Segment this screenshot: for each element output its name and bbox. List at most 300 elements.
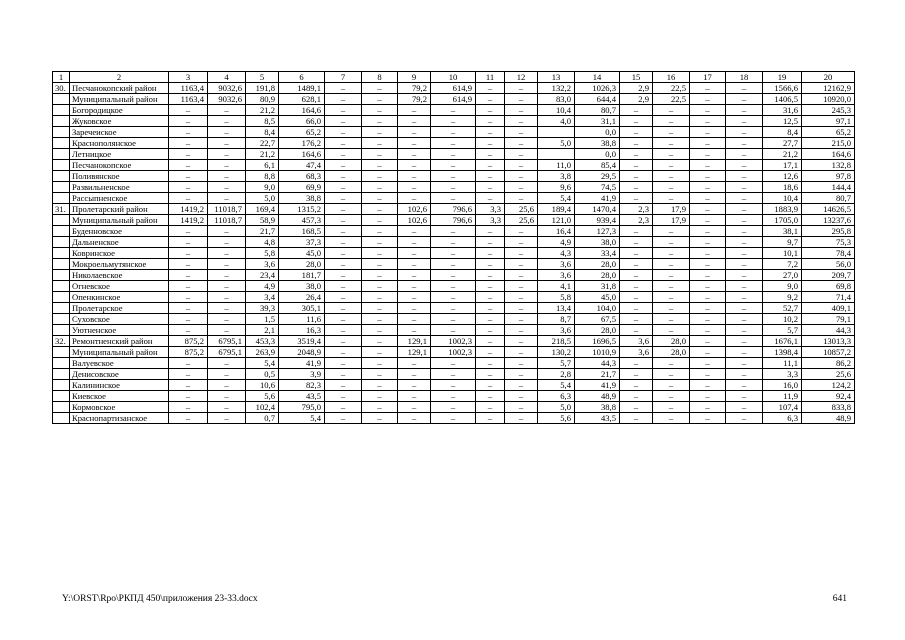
table-cell: – (431, 303, 476, 314)
row-number (53, 237, 70, 248)
table-cell: 37,3 (279, 237, 325, 248)
table-cell: 0,7 (246, 413, 279, 424)
row-name: Муниципальный район (70, 347, 169, 358)
table-cell: – (726, 281, 763, 292)
table-cell: 215,0 (802, 138, 855, 149)
table-cell: – (620, 402, 653, 413)
table-cell: 5,8 (246, 248, 279, 259)
table-cell: 1163,4 (169, 83, 208, 94)
table-cell: 5,4 (279, 413, 325, 424)
table-cell: – (325, 248, 362, 259)
table-cell: – (208, 116, 246, 127)
table-cell: – (726, 83, 763, 94)
table-cell: – (169, 402, 208, 413)
table-cell: 45,0 (575, 292, 620, 303)
table-cell: – (726, 215, 763, 226)
row-name: Муниципальный район (70, 215, 169, 226)
table-cell: – (362, 127, 398, 138)
table-cell: – (690, 204, 726, 215)
table-cell: 10,2 (763, 314, 802, 325)
table-cell: – (726, 138, 763, 149)
row-name: Киевское (70, 391, 169, 402)
table-cell: – (726, 347, 763, 358)
table-cell: 263,9 (246, 347, 279, 358)
table-cell: 6,3 (538, 391, 575, 402)
table-cell: 169,4 (246, 204, 279, 215)
table-cell: – (398, 226, 431, 237)
table-row (53, 204, 855, 215)
table-cell: – (505, 325, 538, 336)
table-cell: – (325, 314, 362, 325)
table-cell: – (505, 314, 538, 325)
table-cell: 28,0 (653, 336, 690, 347)
table-cell: – (325, 149, 362, 160)
table-cell: 22,5 (653, 83, 690, 94)
table-cell: – (476, 369, 505, 380)
row-name: Ковринское (70, 248, 169, 259)
table-cell: – (398, 303, 431, 314)
table-cell: – (431, 391, 476, 402)
table-cell: – (431, 270, 476, 281)
table-cell: – (690, 149, 726, 160)
row-number (53, 314, 70, 325)
row-number (53, 391, 70, 402)
row-name: Мокроельмутянское (70, 259, 169, 270)
table-cell: 614,9 (431, 83, 476, 94)
table-cell: 11,0 (538, 160, 575, 171)
table-cell: – (726, 127, 763, 138)
table-cell: – (476, 292, 505, 303)
table-cell: 10,4 (538, 105, 575, 116)
table-cell: – (726, 336, 763, 347)
table-cell: 8,4 (763, 127, 802, 138)
table-cell: – (362, 391, 398, 402)
table-cell: – (726, 182, 763, 193)
row-number: 32. (53, 336, 70, 347)
table-cell (538, 149, 575, 160)
table-cell: – (726, 94, 763, 105)
table-cell: 10,4 (763, 193, 802, 204)
table-cell: – (690, 127, 726, 138)
table-row (53, 215, 855, 226)
table-cell: 104,0 (575, 303, 620, 314)
table-cell: 38,0 (575, 237, 620, 248)
table-cell: – (398, 292, 431, 303)
table-cell: – (653, 314, 690, 325)
table-cell: 82,3 (279, 380, 325, 391)
table-cell: – (653, 127, 690, 138)
header-cell: 7 (325, 72, 362, 83)
table-cell: – (169, 358, 208, 369)
table-cell: 41,9 (279, 358, 325, 369)
table-cell: – (208, 248, 246, 259)
row-number (53, 182, 70, 193)
row-name: Николаевское (70, 270, 169, 281)
table-cell: 13013,3 (802, 336, 855, 347)
table-cell: – (476, 193, 505, 204)
table-cell: 28,0 (575, 325, 620, 336)
table-cell: – (653, 281, 690, 292)
table-cell: – (726, 270, 763, 281)
table-cell: – (169, 127, 208, 138)
table-cell: 28,0 (279, 259, 325, 270)
table-cell: – (476, 314, 505, 325)
table-cell: – (431, 171, 476, 182)
table-cell: 21,7 (575, 369, 620, 380)
table-cell: – (362, 402, 398, 413)
table-cell: 66,0 (279, 116, 325, 127)
table-cell: 25,6 (802, 369, 855, 380)
table-cell: 5,4 (246, 358, 279, 369)
table-cell: 31,1 (575, 116, 620, 127)
table-cell: 16,3 (279, 325, 325, 336)
table-cell: 11,9 (763, 391, 802, 402)
table-cell: – (653, 292, 690, 303)
table-cell: 132,2 (538, 83, 575, 94)
table-cell: 38,8 (575, 402, 620, 413)
table-cell: – (726, 237, 763, 248)
table-cell: – (476, 138, 505, 149)
row-number (53, 270, 70, 281)
row-name: Буденновское (70, 226, 169, 237)
header-cell: 8 (362, 72, 398, 83)
table-cell: 102,4 (246, 402, 279, 413)
table-cell: 8,7 (538, 314, 575, 325)
footer-file-path: Y:\ORST\Rpo\РКПД 450\приложения 23-33.docx (62, 594, 258, 604)
table-cell: 43,5 (575, 413, 620, 424)
row-name: Дальненское (70, 237, 169, 248)
table-cell: – (208, 193, 246, 204)
table-cell: – (325, 182, 362, 193)
table-cell: – (325, 270, 362, 281)
table-cell: – (169, 237, 208, 248)
table-cell: – (653, 138, 690, 149)
table-cell: – (505, 138, 538, 149)
table-cell: 27,0 (763, 270, 802, 281)
table-cell: – (476, 127, 505, 138)
table-cell: 44,3 (802, 325, 855, 336)
table-cell: – (362, 281, 398, 292)
table-cell: – (431, 138, 476, 149)
row-number (53, 369, 70, 380)
table-cell: – (620, 358, 653, 369)
table-cell: – (726, 325, 763, 336)
table-cell: – (362, 215, 398, 226)
row-name: Развильненское (70, 182, 169, 193)
table-cell: – (690, 193, 726, 204)
table-cell: – (362, 270, 398, 281)
table-cell: 18,6 (763, 182, 802, 193)
table-cell: – (325, 105, 362, 116)
table-cell: – (653, 270, 690, 281)
row-number: 30. (53, 83, 70, 94)
table-row (53, 149, 855, 160)
table-cell: – (620, 138, 653, 149)
table-cell: 144,4 (802, 182, 855, 193)
table-cell: 3,6 (620, 347, 653, 358)
table-row (53, 303, 855, 314)
table-cell: – (169, 226, 208, 237)
table-cell: 5,7 (763, 325, 802, 336)
header-cell: 14 (575, 72, 620, 83)
table-row (53, 380, 855, 391)
row-number (53, 248, 70, 259)
table-cell: 4,1 (538, 281, 575, 292)
table-cell: – (325, 226, 362, 237)
row-name: Опенкинское (70, 292, 169, 303)
table-cell: – (362, 248, 398, 259)
table-cell: – (208, 303, 246, 314)
table-cell: – (431, 281, 476, 292)
table-cell: 164,6 (279, 105, 325, 116)
table-cell: 191,8 (246, 83, 279, 94)
table-cell: – (690, 314, 726, 325)
row-name: Валуевское (70, 358, 169, 369)
table-cell: – (726, 380, 763, 391)
table-cell: – (362, 358, 398, 369)
table-cell: 3,3 (763, 369, 802, 380)
table-cell: 453,3 (246, 336, 279, 347)
data-table (52, 71, 855, 424)
table-row (53, 105, 855, 116)
table-cell: 11018,7 (208, 204, 246, 215)
table-cell: – (505, 358, 538, 369)
table-cell: – (653, 237, 690, 248)
header-cell: 5 (246, 72, 279, 83)
table-cell: – (431, 413, 476, 424)
table-cell: 31,6 (763, 105, 802, 116)
table-cell: – (726, 171, 763, 182)
table-cell: – (476, 237, 505, 248)
table-cell: 22,7 (246, 138, 279, 149)
table-cell: – (620, 413, 653, 424)
header-cell: 13 (538, 72, 575, 83)
table-cell: – (620, 259, 653, 270)
table-cell: – (690, 160, 726, 171)
table-cell: – (169, 149, 208, 160)
table-cell: 1398,4 (763, 347, 802, 358)
table-cell: – (398, 160, 431, 171)
table-cell: 79,1 (802, 314, 855, 325)
table-cell: – (169, 259, 208, 270)
table-cell: 38,8 (575, 138, 620, 149)
table-cell: 9032,6 (208, 83, 246, 94)
table-cell: – (398, 237, 431, 248)
table-row (53, 358, 855, 369)
table-cell: 1696,5 (575, 336, 620, 347)
table-cell: – (362, 149, 398, 160)
table-cell: 6,3 (763, 413, 802, 424)
table-cell: – (208, 160, 246, 171)
row-number (53, 325, 70, 336)
table-cell: – (431, 314, 476, 325)
table-cell: 4,8 (246, 237, 279, 248)
row-number (53, 94, 70, 105)
table-cell: – (620, 303, 653, 314)
header-cell: 17 (690, 72, 726, 83)
table-cell: – (653, 391, 690, 402)
table-cell: – (208, 292, 246, 303)
table-row (53, 138, 855, 149)
table-cell: – (398, 358, 431, 369)
table-cell: 39,3 (246, 303, 279, 314)
table-cell: – (505, 380, 538, 391)
table-cell: – (476, 248, 505, 259)
table-cell: – (726, 259, 763, 270)
table-cell: 17,9 (653, 215, 690, 226)
table-cell: 6,1 (246, 160, 279, 171)
table-row (53, 226, 855, 237)
table-cell: 189,4 (538, 204, 575, 215)
table-cell: – (726, 160, 763, 171)
table-row (53, 281, 855, 292)
table-cell: – (398, 413, 431, 424)
table-cell: – (505, 292, 538, 303)
table-cell: – (505, 193, 538, 204)
table-cell: 2,1 (246, 325, 279, 336)
row-number (53, 171, 70, 182)
table-cell: – (505, 402, 538, 413)
table-cell: 875,2 (169, 336, 208, 347)
table-cell: 52,7 (763, 303, 802, 314)
table-cell: – (431, 402, 476, 413)
table-cell: – (325, 94, 362, 105)
table-cell: 0,5 (246, 369, 279, 380)
table-cell: – (505, 94, 538, 105)
table-cell: 1010,9 (575, 347, 620, 358)
table-cell: 176,2 (279, 138, 325, 149)
table-cell: 5,6 (246, 391, 279, 402)
table-cell: – (398, 391, 431, 402)
table-row (53, 413, 855, 424)
header-cell: 10 (431, 72, 476, 83)
table-cell: 2,8 (538, 369, 575, 380)
row-number (53, 358, 70, 369)
table-cell: – (690, 259, 726, 270)
table-cell: – (398, 193, 431, 204)
table-cell: 78,4 (802, 248, 855, 259)
table-cell: – (362, 204, 398, 215)
table-cell: 10,1 (763, 248, 802, 259)
table-cell: – (620, 292, 653, 303)
table-cell: – (431, 149, 476, 160)
table-cell: 25,6 (505, 215, 538, 226)
table-cell: 1026,3 (575, 83, 620, 94)
table-cell: 3,6 (538, 325, 575, 336)
table-cell: – (726, 369, 763, 380)
table-cell: 10920,0 (802, 94, 855, 105)
row-name: Кормовское (70, 402, 169, 413)
table-cell: – (726, 204, 763, 215)
table-cell: – (431, 127, 476, 138)
table-cell: – (653, 303, 690, 314)
table-row (53, 270, 855, 281)
table-cell: 1676,1 (763, 336, 802, 347)
table-cell: – (690, 303, 726, 314)
table-cell: – (431, 226, 476, 237)
table-cell: – (476, 270, 505, 281)
table-cell: – (690, 237, 726, 248)
table-cell: – (169, 292, 208, 303)
table-cell: – (398, 402, 431, 413)
table-cell: – (208, 226, 246, 237)
table-cell: 48,9 (802, 413, 855, 424)
table-cell: 41,9 (575, 380, 620, 391)
table-cell: – (653, 259, 690, 270)
table-cell: 796,6 (431, 204, 476, 215)
table-row (53, 259, 855, 270)
table-row (53, 171, 855, 182)
table-cell: – (690, 215, 726, 226)
table-cell: – (325, 303, 362, 314)
table-cell: 4,0 (538, 116, 575, 127)
table-cell: 80,9 (246, 94, 279, 105)
table-cell: – (653, 325, 690, 336)
table-cell: – (726, 105, 763, 116)
table-cell: – (690, 182, 726, 193)
table-cell: 644,4 (575, 94, 620, 105)
table-cell: – (325, 259, 362, 270)
table-cell: – (476, 402, 505, 413)
table-cell: – (325, 83, 362, 94)
table-cell: 875,2 (169, 347, 208, 358)
table-cell: – (726, 391, 763, 402)
table-cell: – (690, 369, 726, 380)
table-cell: – (362, 171, 398, 182)
table-cell: – (690, 358, 726, 369)
table-cell: 13237,6 (802, 215, 855, 226)
table-cell: 3,6 (538, 270, 575, 281)
table-cell: 0,0 (575, 127, 620, 138)
table-cell: 9,0 (763, 281, 802, 292)
table-cell: – (653, 160, 690, 171)
row-name: Краснопартизанское (70, 413, 169, 424)
table-cell: 164,6 (279, 149, 325, 160)
table-cell: – (325, 402, 362, 413)
table-cell: – (362, 347, 398, 358)
table-row (53, 116, 855, 127)
table-cell: – (398, 259, 431, 270)
table-cell: – (169, 116, 208, 127)
row-name: Огневское (70, 281, 169, 292)
table-cell: – (362, 325, 398, 336)
table-cell: 7,2 (763, 259, 802, 270)
header-cell: 20 (802, 72, 855, 83)
table-cell: – (398, 281, 431, 292)
table-cell: – (726, 413, 763, 424)
table-cell: – (620, 182, 653, 193)
table-cell: – (431, 193, 476, 204)
table-cell: – (653, 248, 690, 259)
table-cell: – (476, 83, 505, 94)
table-cell: 23,4 (246, 270, 279, 281)
table-row (53, 160, 855, 171)
table-cell: 38,8 (279, 193, 325, 204)
table-cell: 21,2 (246, 105, 279, 116)
table-cell: – (476, 358, 505, 369)
table-cell: – (362, 314, 398, 325)
table-cell: – (398, 116, 431, 127)
row-number (53, 138, 70, 149)
table-cell: – (169, 182, 208, 193)
table-cell: – (325, 281, 362, 292)
table-cell: – (398, 369, 431, 380)
table-cell: 1489,1 (279, 83, 325, 94)
table-cell: – (431, 259, 476, 270)
table-cell: 22,5 (653, 94, 690, 105)
table-cell: – (505, 160, 538, 171)
table-cell: – (690, 105, 726, 116)
